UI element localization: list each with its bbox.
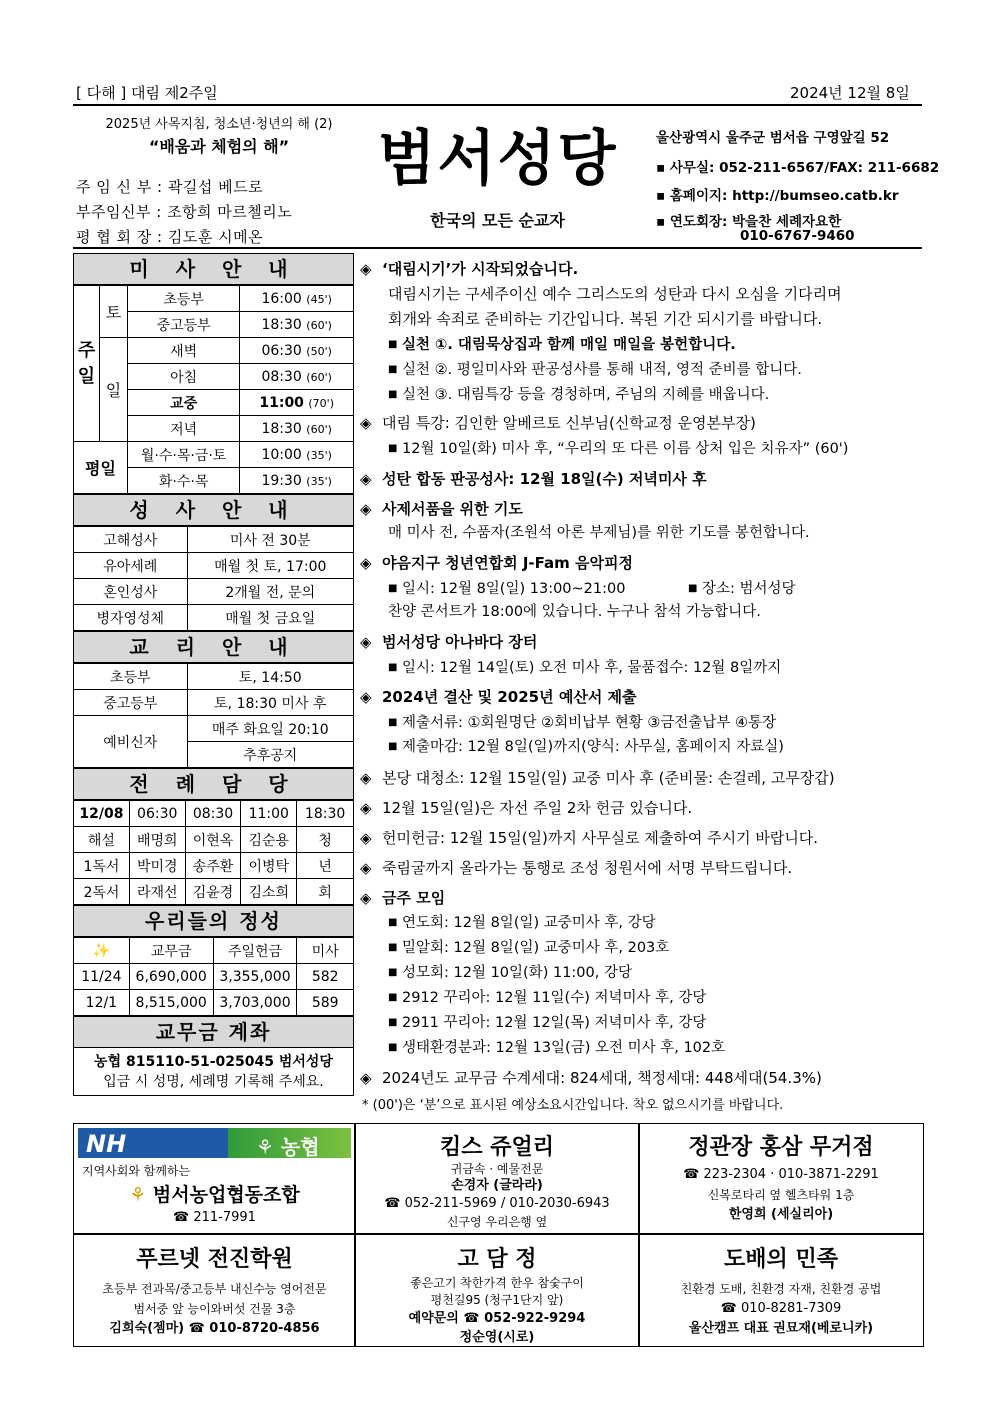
liturgy-time: 08:30: [185, 801, 241, 827]
table-row: [74, 938, 354, 964]
parish-address: 울산광역시 울주군 범서읍 구영앞길 52: [656, 130, 890, 146]
diamond-icon: ◈: [360, 633, 372, 651]
ad-kims: [354, 1123, 640, 1235]
jung-title: 정관장 홍삼 무거점: [688, 1135, 874, 1160]
liturgy-time: 11:00: [241, 801, 297, 827]
mass-section-title: 미 사 안 내: [73, 253, 354, 285]
notice-market-title: ◈ 범서성당 아나바다 장터: [360, 630, 537, 655]
ad-prunet: [73, 1233, 356, 1347]
notice-retreat-title: ◈ 야음지구 청년연합회 J-Fam 음악피정: [360, 551, 633, 576]
liturgy-person: 김소희: [241, 879, 297, 905]
mass-time: 19:30 (35'): [240, 468, 354, 494]
nh-banner: [78, 1128, 351, 1158]
prunet-contact: 김희숙(젬마) ☎ 010-8720-4856: [109, 1321, 320, 1336]
mass-time: 08:30 (60'): [240, 364, 354, 390]
notice-petition: ◈ 죽림굴까지 올라가는 통행로 조성 청원서에 서명 부탁드립니다.: [360, 856, 792, 881]
mass-time: 11:00 (70'): [240, 390, 354, 416]
diamond-icon: ◈: [360, 414, 372, 432]
account-box: [73, 1048, 354, 1096]
notice-cleaning: ◈ 본당 대청소: 12월 15일(일) 교중 미사 후 (준비물: 손걸레, 고무장갑): [360, 766, 835, 791]
ad-dobae: [638, 1233, 924, 1347]
notice-households: ◈ 2024년도 교무금 수계세대: 824세대, 책정세대: 448세대(54.3%): [360, 1066, 822, 1091]
list-item: ■ 2912 꾸리아: 12월 11일(수) 저녁미사 후, 강당: [388, 985, 706, 1011]
kims-title: 킴스 쥬얼리: [440, 1135, 554, 1160]
mass-time: 06:30 (50'): [240, 338, 354, 364]
diamond-icon: ◈: [360, 859, 372, 877]
dobae-title: 도배의 민족: [724, 1247, 838, 1272]
liturgy-person: 이현옥: [185, 827, 241, 853]
godam-phone: 예약문의 ☎ 052-922-9294: [408, 1311, 586, 1326]
nh-logo-kr: ⚘ 농협: [256, 1135, 320, 1159]
nh-name: ⚘ 범서농업협동조합: [129, 1184, 300, 1206]
table-row: [74, 338, 354, 364]
sacrament-value: 매월 첫 토, 17:00: [187, 553, 353, 579]
pastoral-guideline: 2025년 사목지침, 청소년·청년의 해 (2): [105, 117, 333, 132]
godam-owner: 정순영(시로): [459, 1330, 535, 1345]
catechism-name: 예비신자: [74, 716, 188, 768]
offering-date: 11/24: [74, 964, 130, 990]
table-row: [74, 690, 354, 716]
notice-lecture-detail: ■ 12월 10일(화) 미사 후, “우리의 또 다른 이름 상처 입은 치유자” (60'): [388, 436, 848, 462]
mass-table: [73, 285, 354, 494]
mass-name: 초등부: [127, 286, 239, 312]
bullet-icon: ■: [388, 389, 398, 400]
liturgy-person: 배명희: [129, 827, 185, 853]
kims-owner: 손경자 (글라라): [451, 1178, 543, 1193]
godam-line: 좋은고기 착한가격 한우 참숯구이: [410, 1276, 584, 1290]
offering-col-header: 미사: [297, 938, 354, 964]
sacrament-name: 혼인성사: [74, 579, 188, 605]
kims-location: 신구영 우리은행 옆: [446, 1215, 548, 1229]
liturgy-person: 박미경: [129, 853, 185, 879]
table-row: [74, 801, 354, 827]
mass-time: 18:30 (60'): [240, 312, 354, 338]
liturgy-person: 송주환: [185, 853, 241, 879]
offering-date: 12/1: [74, 990, 130, 1016]
mass-name: 새벽: [127, 338, 239, 364]
liturgy-person: 김윤경: [185, 879, 241, 905]
table-row: [74, 664, 354, 690]
bullet-icon: ■: [388, 443, 398, 454]
list-item: ■ 성모회: 12월 10일(화) 11:00, 강당: [388, 960, 632, 986]
parish-chair: ▪ 연도회장: 박을찬 세례자요한: [656, 214, 842, 230]
sacrament-name: 고해성사: [74, 527, 188, 553]
offering-table: [73, 937, 354, 1016]
mass-time: 18:30 (60'): [240, 416, 354, 442]
nh-phone: ☎ 211-7991: [173, 1210, 256, 1225]
sacrament-value: 매월 첫 금요일: [187, 605, 353, 631]
notice-retreat-body: 찬양 콘서트가 18:00에 있습니다. 누구나 참석 가능합니다.: [388, 604, 761, 620]
notice-advent-body: 회개와 속죄로 준비하는 기간입니다. 복된 기간 되시기를 바랍니다.: [388, 310, 823, 328]
notice-retreat-place: ■ 장소: 범서성당: [688, 576, 796, 602]
liturgy-person: 년: [297, 853, 354, 879]
issue-label: [ 다해 ] 대림 제2주일: [76, 84, 218, 102]
offering-value: 589: [297, 990, 354, 1016]
pastoral-motto: “배움과 체험의 해”: [148, 137, 290, 156]
nh-emblem-icon: ⚘: [129, 1184, 147, 1206]
notice-ordination-title: ◈ 사제서품을 위한 기도: [360, 497, 523, 522]
notice-market-detail: ■ 일시: 12월 14일(토) 오전 미사 후, 물품접수: 12월 8일까지: [388, 655, 781, 681]
table-row: [74, 879, 354, 905]
mass-name: 중고등부: [127, 312, 239, 338]
offering-value: 8,515,000: [129, 990, 213, 1016]
nh-slogan: 지역사회와 함께하는: [82, 1164, 191, 1178]
left-column: [73, 253, 354, 1096]
bullet-icon: ■: [388, 1017, 398, 1028]
parish-patron: 한국의 모든 순교자: [430, 211, 565, 230]
bullet-icon: ■: [388, 662, 398, 673]
liturgy-section-title: 전 례 담 당: [73, 768, 354, 800]
jung-location: 신복로타리 옆 헬츠타워 1층: [707, 1188, 855, 1202]
jung-phone: ☎ 223-2304 · 010-3871-2291: [683, 1167, 879, 1182]
ad-jung: [638, 1123, 924, 1235]
liturgy-person: 김순용: [241, 827, 297, 853]
notice-budget-title: ◈ 2024년 결산 및 2025년 예산서 제출: [360, 685, 637, 710]
table-row: [74, 853, 354, 879]
godam-location: 평천길95 (청구1단지 앞): [430, 1293, 564, 1307]
liturgy-person: 회: [297, 879, 354, 905]
saturday-label: 토: [99, 286, 127, 338]
mass-name: 화·수·목: [127, 468, 239, 494]
offering-value: 3,355,000: [213, 964, 297, 990]
diamond-icon: ◈: [360, 799, 372, 817]
mass-name: 저녁: [127, 416, 239, 442]
diamond-icon: ◈: [360, 688, 372, 706]
bullet-icon: ■: [388, 942, 398, 953]
notice-lecture-title: ◈ 대림 특강: 김인한 알베르토 신부님(신학교정 운영본부장): [360, 411, 756, 436]
header-rule: [73, 104, 922, 106]
liturgy-role: 1독서: [74, 853, 130, 879]
prunet-location: 범서중 앞 능이와버섯 건물 3층: [133, 1302, 296, 1316]
weekday-label: 평일: [74, 442, 128, 494]
parish-office: ▪ 사무실: 052-211-6567/FAX: 211-6682: [656, 160, 940, 176]
sparkle-icon: ✨: [74, 938, 130, 964]
notice-confession: ◈ 성탄 합동 판공성사: 12월 18일(수) 저녁미사 후: [360, 467, 707, 492]
notice-budget-docs: ■ 제출서류: ①회원명단 ②회비납부 현황 ③금전출납부 ④통장: [388, 710, 776, 736]
notice-rice-offering: ◈ 헌미헌금: 12월 15일(일)까지 사무실로 제출하여 주시기 바랍니다.: [360, 826, 818, 851]
offering-value: 582: [297, 964, 354, 990]
dobae-owner: 울산캠프 대표 권묘재(베로니카): [688, 1321, 874, 1336]
diamond-icon: ◈: [360, 260, 372, 278]
offering-value: 3,703,000: [213, 990, 297, 1016]
liturgy-role: 2독서: [74, 879, 130, 905]
diamond-icon: ◈: [360, 470, 372, 488]
diamond-icon: ◈: [360, 829, 372, 847]
bullet-icon: ■: [388, 741, 398, 752]
catechism-name: 중고등부: [74, 690, 188, 716]
staff-assistant: 부주임신부 : 조항희 마르첼리노: [76, 203, 293, 221]
liturgy-person: 라재선: [129, 879, 185, 905]
godam-title: 고 담 정: [457, 1247, 537, 1272]
diamond-icon: ◈: [360, 500, 372, 518]
notice-meetings-title: ◈ 금주 모임: [360, 886, 445, 911]
liturgy-person: 청: [297, 827, 354, 853]
catechism-value: 추후공지: [187, 742, 353, 768]
catechism-value: 토, 18:30 미사 후: [187, 690, 353, 716]
table-row: [74, 605, 354, 631]
liturgy-time: 18:30: [297, 801, 354, 827]
notice-advent-practice: ■ 실천 ②. 평일미사와 판공성사를 통해 내적, 영적 준비를 합니다.: [388, 357, 802, 383]
notice-ordination-body: 매 미사 전, 수품자(조원석 아론 부제님)를 위한 기도를 봉헌합니다.: [388, 525, 810, 541]
mass-name: 월·수·목·금·토: [127, 442, 239, 468]
bullet-icon: ■: [388, 1042, 398, 1053]
liturgy-person: 이병탁: [241, 853, 297, 879]
bulletin-date: 2024년 12월 8일: [790, 84, 910, 102]
parish-chair-phone: 010-6767-9460: [740, 228, 855, 244]
offering-col-header: 주일헌금: [213, 938, 297, 964]
header-bottom-rule: [73, 247, 922, 249]
mass-time: 10:00 (35'): [240, 442, 354, 468]
bullet-icon: ■: [388, 339, 398, 350]
liturgy-time: 06:30: [129, 801, 185, 827]
footnote: * (00')은 ‘분’으로 표시된 예상소요시간입니다. 착오 없으시기를 바랍니다.: [362, 1098, 784, 1113]
table-row: [74, 553, 354, 579]
sacrament-value: 미사 전 30분: [187, 527, 353, 553]
sacrament-name: 병자영성체: [74, 605, 188, 631]
diamond-icon: ◈: [360, 889, 372, 907]
account-number: 농협 815110-51-025045 범서성당: [94, 1054, 333, 1070]
ad-nh: [73, 1123, 356, 1235]
offering-col-header: 교무금: [129, 938, 213, 964]
diamond-icon: ◈: [360, 1069, 372, 1087]
catechism-value: 토, 14:50: [187, 664, 353, 690]
diamond-icon: ◈: [360, 554, 372, 572]
mass-name: 아침: [127, 364, 239, 390]
dobae-line: 친환경 도배, 친환경 자재, 친환경 공법: [680, 1282, 882, 1296]
jung-owner: 한영희 (세실리아): [728, 1207, 834, 1222]
table-row: [74, 527, 354, 553]
diamond-icon: ◈: [360, 769, 372, 787]
offering-section-title: 우리들의 정성: [73, 905, 354, 937]
list-item: ■ 밀알회: 12월 8일(일) 교중미사 후, 203호: [388, 935, 669, 961]
parish-homepage[interactable]: ▪ 홈페이지: http://bumseo.catb.kr: [656, 188, 899, 204]
table-row: [74, 964, 354, 990]
liturgy-role: 해설: [74, 827, 130, 853]
liturgy-date: 12/08: [74, 801, 130, 827]
mass-name: 교중: [127, 390, 239, 416]
list-item: ■ 2911 꾸리아: 12월 12일(목) 저녁미사 후, 강당: [388, 1010, 706, 1036]
notice-advent-title: ◈ ‘대림시기’가 시작되었습니다.: [360, 257, 578, 282]
kims-line: 귀금속 · 예물전문: [450, 1162, 544, 1176]
sunday-day-label: 일: [99, 338, 127, 442]
liturgy-table: [73, 800, 354, 905]
notice-advent-practice: ■ 실천 ③. 대림특강 등을 경청하며, 주님의 지혜를 배웁니다.: [388, 382, 769, 408]
sacrament-value: 2개월 전, 문의: [187, 579, 353, 605]
notice-advent-practice: ■ 실천 ①. 대림묵상집과 함께 매일 매일을 봉헌합니다.: [388, 332, 736, 358]
table-row: [74, 442, 354, 468]
sacrament-section-title: 성 사 안 내: [73, 494, 354, 526]
catechism-name: 초등부: [74, 664, 188, 690]
bullet-icon: ■: [388, 717, 398, 728]
sunday-label: 주일: [74, 286, 100, 442]
table-row: [74, 286, 354, 312]
catechism-table: [73, 663, 354, 768]
catechism-value: 매주 화요일 20:10: [187, 716, 353, 742]
bullet-icon: ■: [688, 583, 698, 594]
notice-retreat-time: ■ 일시: 12월 8일(일) 13:00~21:00: [388, 576, 625, 602]
notice-budget-deadline: ■ 제출마감: 12월 8일(일)까지(양식: 사무실, 홈페이지 자료실): [388, 734, 784, 760]
account-note: 입금 시 성명, 세례명 기록해 주세요.: [103, 1074, 324, 1090]
prunet-title: 푸르넷 전진학원: [136, 1247, 293, 1272]
ad-godamjeong: [354, 1233, 640, 1347]
bullet-icon: ■: [388, 364, 398, 375]
nh-logo: NH: [86, 1130, 127, 1158]
bullet-icon: ■: [388, 583, 398, 594]
offering-value: 6,690,000: [129, 964, 213, 990]
bullet-icon: ■: [388, 992, 398, 1003]
table-row: [74, 990, 354, 1016]
dobae-phone: ☎ 010-8281-7309: [720, 1301, 842, 1316]
sacrament-table: [73, 526, 354, 631]
table-row: [74, 579, 354, 605]
kims-phone: ☎ 052-211-5969 / 010-2030-6943: [384, 1196, 610, 1211]
staff-pastor: 주 임 신 부 : 곽길섭 베드로: [76, 178, 264, 196]
bullet-icon: ■: [388, 917, 398, 928]
list-item: ■ 생태환경분과: 12월 13일(금) 오전 미사 후, 102호: [388, 1035, 725, 1061]
list-item: ■ 연도회: 12월 8일(일) 교중미사 후, 강당: [388, 910, 656, 936]
parish-title: 범서성당: [377, 124, 618, 194]
account-section-title: 교무금 계좌: [73, 1016, 354, 1048]
staff-council: 평 협 회 장 : 김도훈 시메온: [76, 228, 264, 246]
bullet-icon: ■: [388, 967, 398, 978]
notice-charity: ◈ 12월 15일(일)은 자선 주일 2차 헌금 있습니다.: [360, 796, 692, 821]
mass-time: 16:00 (45'): [240, 286, 354, 312]
table-row: [74, 827, 354, 853]
sacrament-name: 유아세례: [74, 553, 188, 579]
catechism-section-title: 교 리 안 내: [73, 631, 354, 663]
prunet-line: 초등부 전과목/중고등부 내신수능 영어전문: [102, 1282, 327, 1296]
table-row: [74, 716, 354, 742]
notice-advent-body: 대림시기는 구세주이신 예수 그리스도의 성탄과 다시 오심을 기다리며: [388, 285, 842, 303]
